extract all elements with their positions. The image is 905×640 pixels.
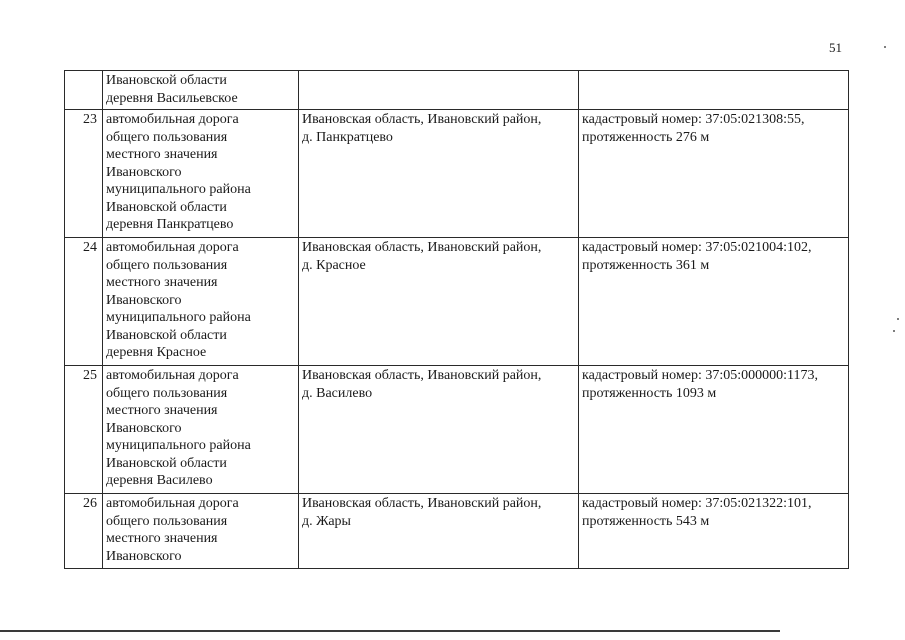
road-name-line: местного значения (106, 403, 218, 418)
road-name-cell (103, 366, 299, 494)
characteristics-line: протяженность 361 м (582, 257, 710, 273)
road-name-line: автомобильная дорога (106, 368, 239, 383)
road-name-line: деревня Красное (106, 345, 207, 360)
road-name-cell (103, 494, 299, 569)
row-number: 23 (65, 110, 103, 238)
location-line: д. Василево (302, 385, 373, 401)
road-name-line: автомобильная дорога (106, 496, 239, 511)
road-name-cell (103, 71, 299, 110)
characteristics-line: протяженность 276 м (582, 129, 710, 145)
road-name-line: деревня Панкратцево (106, 217, 234, 232)
scan-speck (897, 318, 899, 320)
road-name-line: общего пользования (106, 513, 228, 529)
characteristics-line: кадастровый номер: 37:05:021308:55, (582, 112, 805, 127)
location-cell (299, 110, 579, 238)
characteristics-cell (579, 71, 849, 110)
road-name-line: общего пользования (106, 257, 228, 273)
road-name-line: Ивановского (106, 420, 182, 436)
row-number: 25 (65, 366, 103, 494)
road-name-line: Ивановской области (106, 455, 227, 471)
scan-speck (893, 330, 895, 332)
road-name-line: автомобильная дорога (106, 112, 239, 127)
table-row (65, 494, 849, 569)
location-cell (299, 71, 579, 110)
characteristics-line: кадастровый номер: 37:05:021322:101, (582, 496, 812, 511)
table-row (65, 71, 849, 110)
road-name-line: общего пользования (106, 385, 228, 401)
page-number: 51 (829, 40, 842, 55)
road-name-line: Ивановской области (106, 199, 227, 215)
road-name-line: местного значения (106, 275, 218, 290)
location-cell (299, 238, 579, 366)
road-name-line: муниципального района (106, 182, 251, 197)
bottom-scan-edge (0, 630, 780, 632)
location-line: Ивановская область, Ивановский район, (302, 240, 542, 255)
table-row (65, 238, 849, 366)
characteristics-cell (579, 238, 849, 366)
location-line: Ивановская область, Ивановский район, (302, 496, 542, 511)
scan-speck (884, 46, 886, 48)
characteristics-line: протяженность 543 м (582, 513, 710, 529)
road-name-cell (103, 238, 299, 366)
road-name-line: автомобильная дорога (106, 240, 239, 255)
characteristics-line: кадастровый номер: 37:05:021004:102, (582, 240, 812, 255)
characteristics-cell (579, 110, 849, 238)
road-name-line: Ивановского (106, 164, 182, 180)
location-line: д. Жары (302, 513, 351, 529)
location-line: Ивановская область, Ивановский район, (302, 112, 542, 127)
road-name-line: деревня Василево (106, 473, 213, 488)
road-name-line: Ивановского (106, 548, 182, 564)
table-row (65, 110, 849, 238)
characteristics-cell (579, 366, 849, 494)
road-name-line: муниципального района (106, 438, 251, 453)
road-name-line: местного значения (106, 531, 218, 546)
row-number (65, 71, 103, 110)
location-cell (299, 366, 579, 494)
roads-table (64, 70, 849, 569)
road-name-line: Ивановской области (106, 73, 227, 88)
road-name-cell (103, 110, 299, 238)
location-line: д. Панкратцево (302, 129, 393, 145)
road-name-line: деревня Васильевское (106, 90, 238, 106)
location-line: Ивановская область, Ивановский район, (302, 368, 542, 383)
characteristics-cell (579, 494, 849, 569)
road-name-line: Ивановской области (106, 327, 227, 343)
road-name-line: муниципального района (106, 310, 251, 325)
characteristics-line: кадастровый номер: 37:05:000000:1173, (582, 368, 818, 383)
table-row (65, 366, 849, 494)
location-cell (299, 494, 579, 569)
characteristics-line: протяженность 1093 м (582, 385, 717, 401)
road-name-line: местного значения (106, 147, 218, 162)
road-name-line: общего пользования (106, 129, 228, 145)
row-number: 24 (65, 238, 103, 366)
row-number: 26 (65, 494, 103, 569)
road-name-line: Ивановского (106, 292, 182, 308)
table-body (65, 71, 849, 569)
location-line: д. Красное (302, 257, 366, 273)
